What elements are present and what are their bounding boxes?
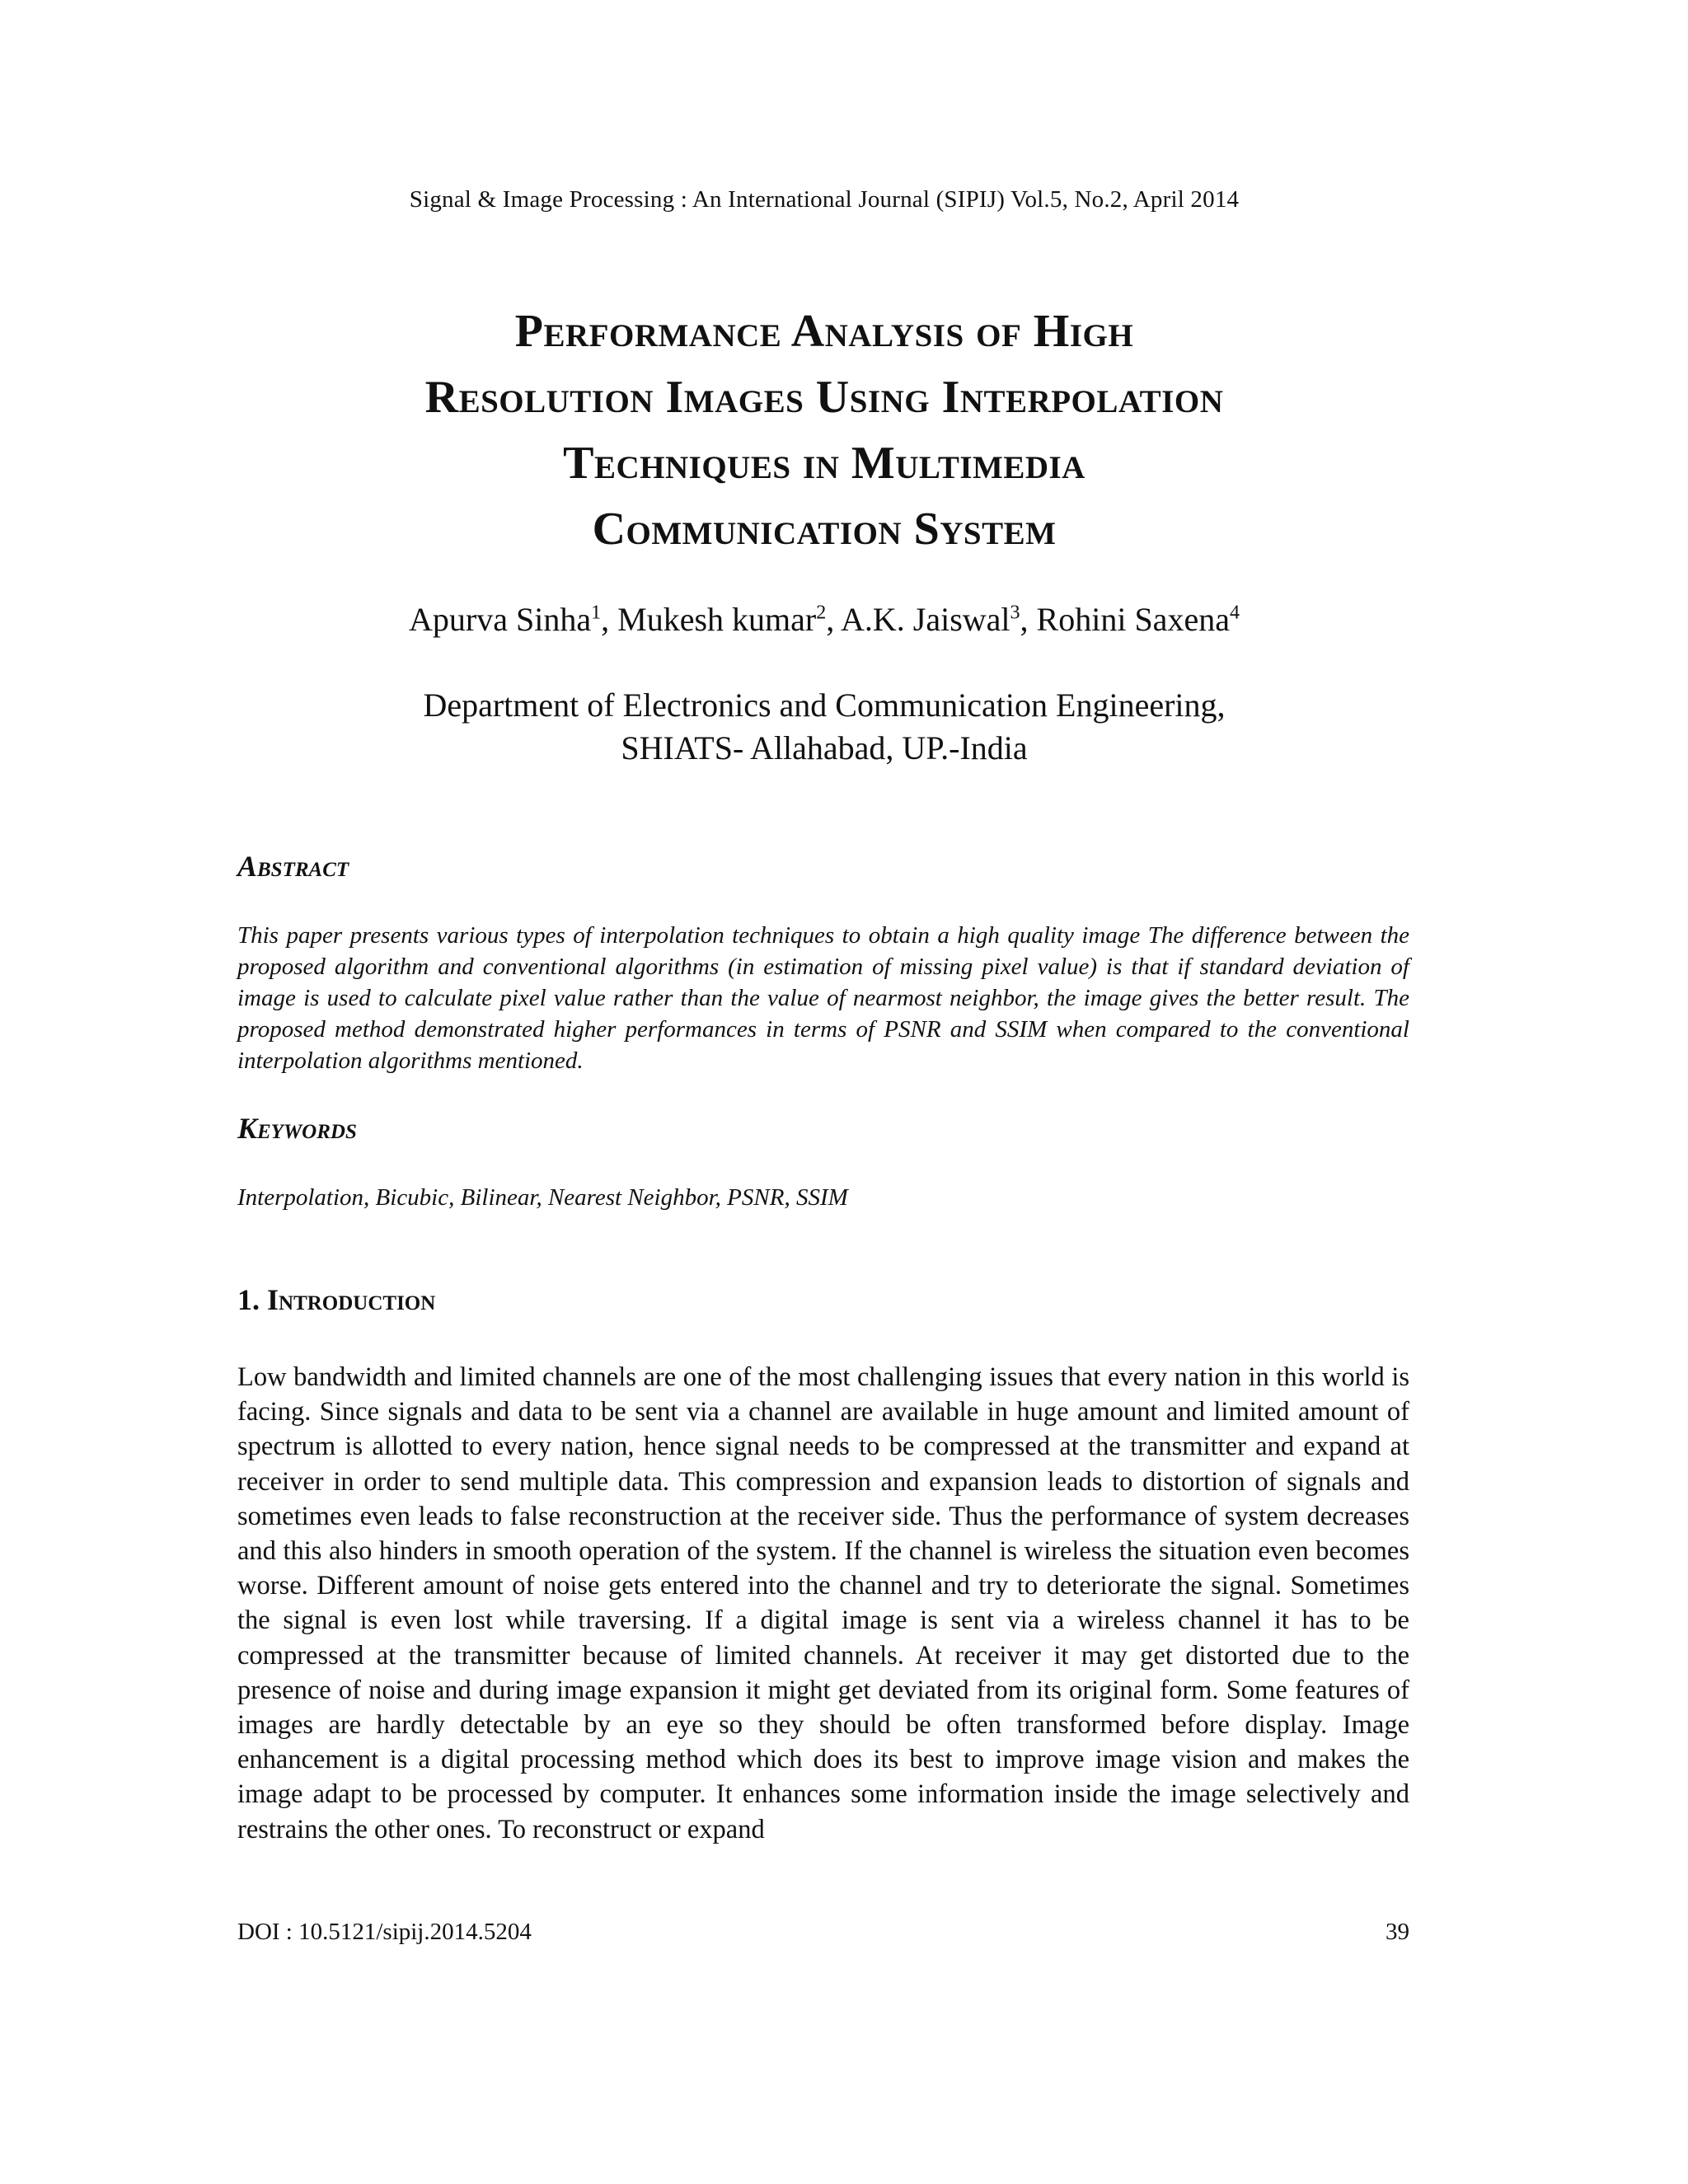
author-separator: , [1020,601,1037,638]
author-affiliation-mark: 2 [816,602,827,624]
author-separator: , [826,601,841,638]
author-separator: , [601,601,618,638]
author-affiliation-mark: 3 [1010,602,1020,624]
author-name: A.K. Jaiswal [841,601,1010,638]
keywords-heading: Keywords [237,1112,357,1145]
author-list [0,600,1648,639]
author-affiliation-mark: 1 [591,602,602,624]
abstract-text: This paper presents various types of interpolation techniques to obtain a high quality image The difference between the proposed algorithm and conventional algorithms (in estimation of missing pixel value) is that if standard deviation of image is used to calculate pixel value rather than the value of nearmost neighbor, the image gives the better result. The proposed method demonstrated higher performances in terms of PSNR and SSIM when compared to the conventional interpolation algorithms mentioned. [237,922,1409,1074]
abstract-heading: Abstract [237,850,349,883]
author-name: Rohini Saxena [1036,601,1230,638]
title-line-4: Communication System [592,504,1057,555]
author-name: Apurva Sinha [409,601,592,638]
page-number: 39 [1386,1919,1409,1945]
title-line-3: Techniques in Multimedia [563,438,1085,489]
title-line-1: Performance Analysis of High [514,306,1134,357]
introduction-text: Low bandwidth and limited channels are one of the most challenging issues that every nation in this world is facing. Since signals and data to be sent via a channel are available in huge amount and limited amount of spectrum is allotted to every nation, hence signal needs to be compressed at the transmitter and expand at receiver in order to send multiple data. This compression and expansion leads to distortion of signals and sometimes even leads to false reconstruction at the receiver side. Thus the performance of system decreases and this also hinders in smooth operation of the system. If the channel is wireless the situation even becomes worse. Different amount of noise gets entered into the channel and try to deteriorate the signal. Sometimes the signal is even lost while traversing. If a digital image is sent via a wireless channel it has to be compressed at the transmitter because of limited channels. At receiver it may get distorted due to the presence of noise and during image expansion it might get deviated from its original form. Some features of images are hardly detectable by an eye so they should be often transformed before display. Image enhancement is a digital processing method which does its best to improve image vision and makes the image adapt to be processed by computer. It enhances some information inside the image selectively and restrains the other ones. To reconstruct or expand [237,1362,1409,1844]
affiliation-line-1: Department of Electronics and Communication Engineering, [423,687,1226,724]
paper-title [206,298,1442,562]
author-affiliation [0,684,1648,770]
running-header: Signal & Image Processing : An International Journal (SIPIJ) Vol.5, No.2, April 2014 [409,186,1240,213]
author-affiliation-mark: 4 [1229,602,1240,624]
title-line-2: Resolution Images Using Interpolation [424,372,1224,423]
author-name: Mukesh kumar [617,601,817,638]
introduction-heading: 1. Introduction [237,1283,436,1316]
doi-footer: DOI : 10.5121/sipij.2014.5204 [237,1919,532,1945]
keywords-text: Interpolation, Bicubic, Bilinear, Nearest Neighbor, PSNR, SSIM [237,1184,848,1211]
affiliation-line-2: SHIATS- Allahabad, UP.-India [621,729,1028,766]
